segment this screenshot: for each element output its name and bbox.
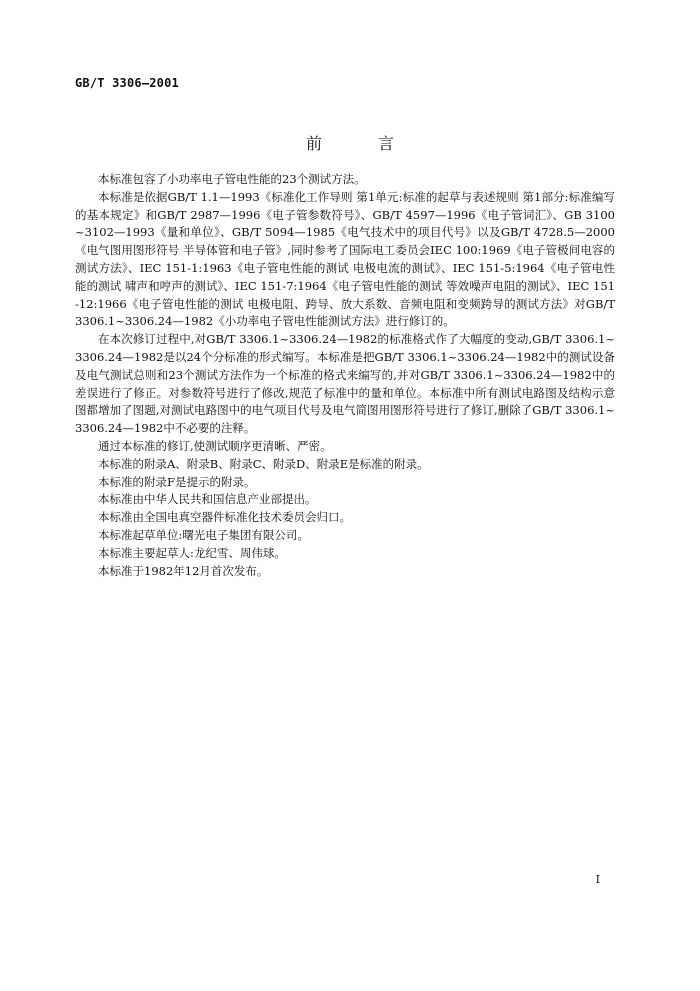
paragraph: 通过本标准的修订,使测试顺序更清晰、严密。 [98,438,332,453]
paragraph: 本标准主要起草人:龙纪雪、周伟球。 [98,545,286,560]
paragraph: 本标准包容了小功率电子管电性能的23个测试方法。 [98,172,366,186]
paragraph: 本标准于1982年12月首次发布。 [98,563,269,578]
foreword-body [75,171,615,580]
page-title: 前言 [305,134,450,153]
paragraph: 本标准的附录A、附录B、附录C、附录D、附录E是标准的附录。 [98,456,429,471]
page-number: I [595,873,600,886]
paragraph: 本标准的附录F是提示的附录。 [98,474,256,489]
paragraph: 本标准由全国电真空器件标准化技术委员会归口。 [98,510,351,525]
paragraph: 本标准起草单位:曙光电子集团有限公司。 [98,527,309,542]
paragraph: 在本次修订过程中,对GB/T 3306.1~3306.24—1982的标准格式作了大幅度的变动,GB/T 3306.1~3306.24—1982是以24个分标准的形式编写。本标准是把GB/T 3306.1~3306.24—1982中的测试设备及电气测试总则和23个测试方法作为一个标准的格式来编写的,并对GB/T 3306.1~3306.24—1982中的差误进行了修正。对参数符号进行了修改,规范了标准中的量和单位。本标准中所有测试电路图及结构示意图都增加了图题,对测试电路图中的电气项目代号及电气简图用图形符号进行了修订,删除了GB/T 3306.1~3306.24—1982中不必要的注释。 [75,332,615,436]
paragraph: 本标准是依据GB/T 1.1—1993《标准化工作导则 第1单元:标准的起草与表述规则 第1部分:标准编写的基本规定》和GB/T 2987—1996《电子管参数符号》、GB/T 4597—1996《电子管词汇》、GB 3100~3102—1993《量和单位》、GB/T 5094—1985《电气技术中的项目代号》以及GB/T 4728.5—2000《电气图用图形符号 半导体管和电子管》,同时参考了国际电工委员会IEC 100:1969《电子管极间电容的测试方法》、IEC 151-1:1963《电子管电性能的测试 电极电流的测试》、IEC 151-5:1964《电子管电性能的测试 啸声和哼声的测试》、IEC 151-7:1964《电子管电性能的测试 等效噪声电阻的测试》、IEC 151-12:1966《电子管电性能的测试 电极电阻、跨导、放大系数、音频电阻和变频跨导的测试方法》对GB/T 3306.1~3306.24—1982《小功率电子管电性能测试方法》进行修订的。 [75,189,615,329]
paragraph: 本标准由中华人民共和国信息产业部提出。 [98,492,317,507]
standard-code: GB/T 3306—2001 [75,76,179,90]
